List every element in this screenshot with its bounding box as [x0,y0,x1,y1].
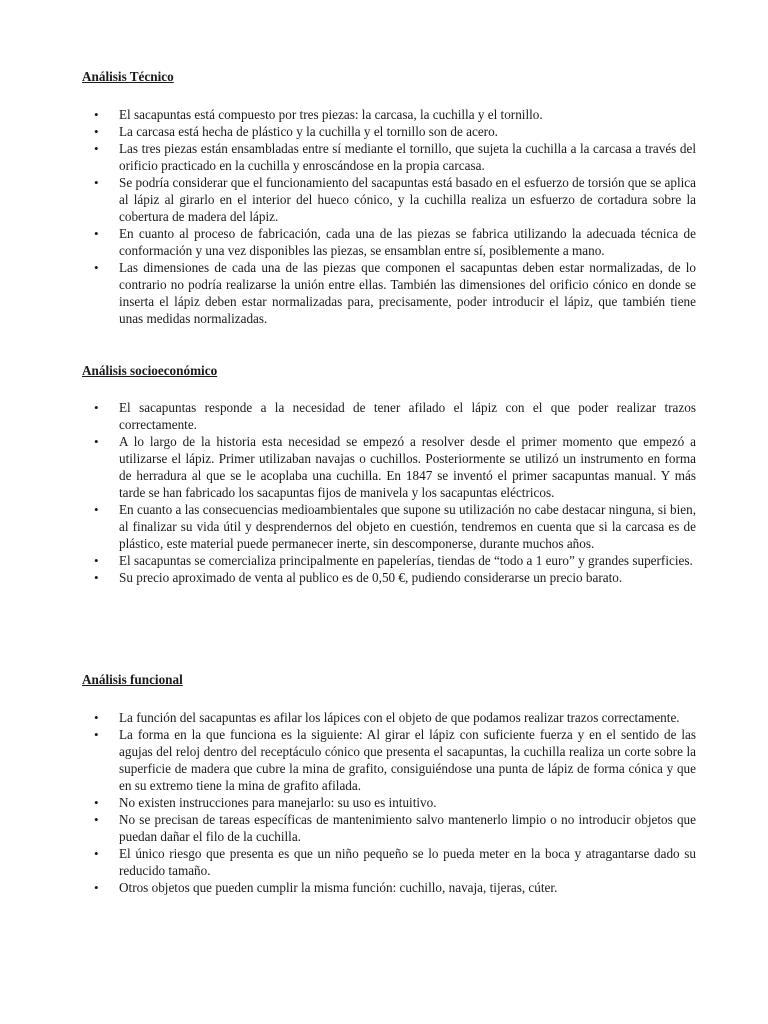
list-item [82,811,696,845]
list-item-text: Las dimensiones de cada una de las piezas que componen el sacapuntas deben estar normalizadas, de lo contrario no podría realizarse la unión entre ellas. También las dimensiones del orificio cónico en donde se inserta el lápiz deben estar normalizadas para, precisamente, poder introducir el lápiz, que también tiene unas medidas normalizadas. [119,260,696,326]
bullet-list [82,106,696,327]
bullet-icon: • [94,141,99,156]
bullet-icon: • [94,570,99,585]
list-item-text: El sacapuntas está compuesto por tres piezas: la carcasa, la cuchilla y el tornillo. [119,107,543,122]
bullet-icon: • [94,795,99,810]
section-heading: Análisis Técnico [82,69,174,84]
list-item-text: Su precio aproximado de venta al publico es de 0,50 €, pudiendo considerarse un precio barato. [119,570,623,585]
list-item-text: El único riesgo que presenta es que un niño pequeño se lo pueda meter en la boca y atragantarse dado su reducido tamaño. [119,846,696,878]
list-item [82,794,696,811]
section-heading: Análisis funcional [82,672,183,687]
list-item-text: La función del sacapuntas es afilar los lápices con el objeto de que podamos realizar trazos correctamente. [119,710,680,725]
list-item [82,501,696,552]
list-item [82,726,696,794]
section-analisis-tecnico [82,69,696,327]
bullet-icon: • [94,400,99,415]
list-item [82,433,696,501]
bullet-icon: • [94,107,99,122]
list-item [82,140,696,174]
list-item [82,174,696,225]
bullet-icon: • [94,502,99,517]
bullet-icon: • [94,434,99,449]
list-item-text: No existen instrucciones para manejarlo: su uso es intuitivo. [119,795,437,810]
section-analisis-funcional [82,672,696,896]
list-item-text: A lo largo de la historia esta necesidad se empezó a resolver desde el primer momento que empezó a utilizarse el lápiz. Primer utilizaban navajas o cuchillos. Posteriormente se utilizó un instrumento en forma de herradura al que se le acoplaba una cuchilla. En 1847 se inventó el primer sacapuntas manual. Y más tarde se han fabricado los sacapuntas fijos de manivela y los sacapuntas eléctricos. [119,434,696,500]
section-heading: Análisis socioeconómico [82,363,218,378]
list-item [82,569,696,586]
list-item [82,225,696,259]
list-item [82,552,696,569]
list-item-text: Otros objetos que pueden cumplir la misma función: cuchillo, navaja, tijeras, cúter. [119,880,558,895]
bullet-icon: • [94,812,99,827]
list-item [82,259,696,327]
list-item [82,879,696,896]
list-item-text: La forma en la que funciona es la siguiente: Al girar el lápiz con suficiente fuerza y en el sentido de las agujas del reloj dentro del receptáculo cónico que presenta el sacapuntas, la cuchilla realiza un corte sobre la superficie de madera que cubre la mina de grafito, consiguiéndose una punta de lápiz de forma cónica y que en su extremo tiene la mina de grafito afilada. [119,727,696,793]
bullet-list [82,399,696,586]
list-item [82,106,696,123]
bullet-icon: • [94,553,99,568]
list-item [82,709,696,726]
list-item-text: El sacapuntas se comercializa principalmente en papelerías, tiendas de “todo a 1 euro” y grandes superficies. [119,553,693,568]
list-item-text: No se precisan de tareas específicas de mantenimiento salvo mantenerlo limpio o no introducir objetos que puedan dañar el filo de la cuchilla. [119,812,696,844]
list-item-text: El sacapuntas responde a la necesidad de tener afilado el lápiz con el que poder realizar trazos correctamente. [119,400,696,432]
list-item [82,399,696,433]
bullet-icon: • [94,260,99,275]
bullet-icon: • [94,727,99,742]
list-item-text: En cuanto al proceso de fabricación, cada una de las piezas se fabrica utilizando la adecuada técnica de conformación y una vez disponibles las piezas, se ensamblan entre sí, posiblemente a mano. [119,226,696,258]
bullet-list [82,709,696,896]
list-item-text: Se podría considerar que el funcionamiento del sacapuntas está basado en el esfuerzo de torsión que se aplica al lápiz al girarlo en el interior del hueco cónico, y la cuchilla realiza un esfuerzo de cortadura sobre la cobertura de madera del lápiz. [119,175,696,224]
section-analisis-socioeconomico [82,363,696,586]
list-item-text: En cuanto a las consecuencias medioambientales que supone su utilización no cabe destacar ninguna, si bien, al finalizar su vida útil y desprendernos del objeto en cuestión, tendremos en cuenta que si la carcasa es de plástico, este material puede permanecer inerte, sin descomponerse, durante muchos años. [119,502,696,551]
bullet-icon: • [94,846,99,861]
bullet-icon: • [94,880,99,895]
bullet-icon: • [94,124,99,139]
bullet-icon: • [94,226,99,241]
list-item-text: La carcasa está hecha de plástico y la cuchilla y el tornillo son de acero. [119,124,498,139]
bullet-icon: • [94,175,99,190]
bullet-icon: • [94,710,99,725]
list-item [82,123,696,140]
list-item-text: Las tres piezas están ensambladas entre sí mediante el tornillo, que sujeta la cuchilla a la carcasa a través del orificio practicado en la cuchilla y enroscándose en la propia carcasa. [119,141,696,173]
list-item [82,845,696,879]
